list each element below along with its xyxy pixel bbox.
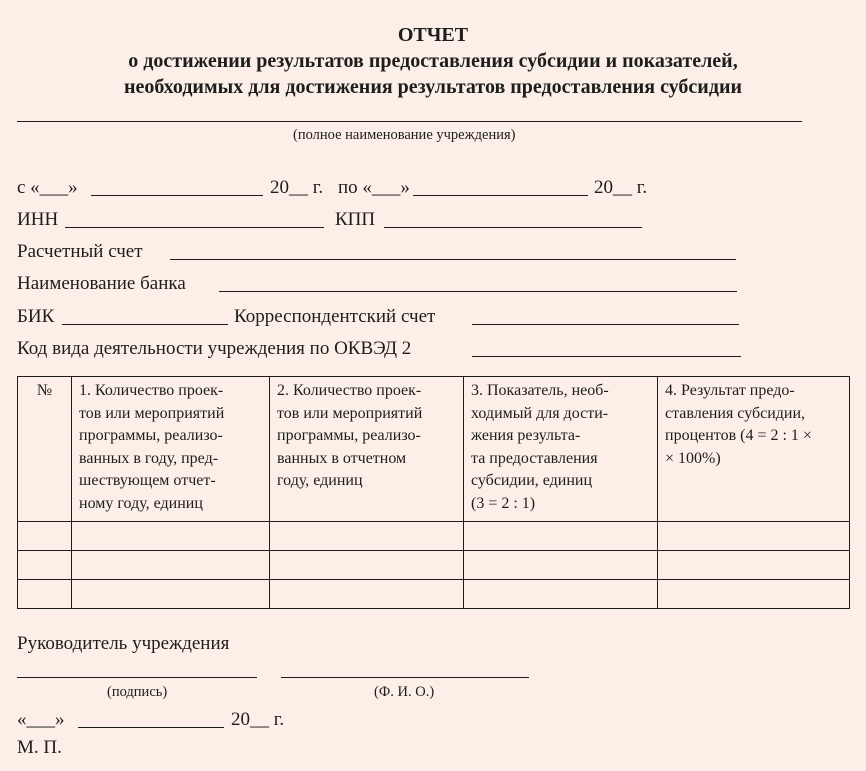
table-cell[interactable] [18, 580, 72, 609]
period-to-month-line[interactable] [413, 195, 588, 196]
period-to-prefix: по «___» [338, 177, 410, 198]
results-table [17, 376, 850, 609]
period-from-prefix: с «___» [17, 177, 78, 198]
table-row [18, 522, 850, 551]
corr-account-line[interactable] [472, 324, 739, 325]
table-cell[interactable] [658, 522, 850, 551]
sign-date-month-line[interactable] [78, 727, 224, 728]
table-cell[interactable] [464, 580, 658, 609]
period-from-month-line[interactable] [91, 195, 263, 196]
table-cell[interactable] [18, 551, 72, 580]
bank-name-line[interactable] [219, 291, 737, 292]
table-cell[interactable] [270, 551, 464, 580]
table-cell[interactable] [464, 522, 658, 551]
column-header-result-percent: 4. Результат предо- ставления субсидии, процентов (4 = 2 : 1 × × 100%) [658, 377, 850, 522]
inn-label: ИНН [17, 209, 59, 230]
head-of-institution-label: Руководитель учреждения [17, 633, 230, 654]
table-row [18, 580, 850, 609]
table-cell[interactable] [464, 551, 658, 580]
kpp-label: КПП [335, 209, 376, 230]
report-title: ОТЧЕТ [397, 24, 469, 46]
signature-line[interactable] [17, 677, 257, 678]
institution-name-caption: (полное наименование учреждения) [293, 127, 516, 143]
report-subtitle-line2: необходимых для достижения результатов предоставления субсидии [124, 76, 742, 98]
bik-line[interactable] [62, 324, 228, 325]
okved-line[interactable] [472, 356, 741, 357]
sign-date-year: 20__ г. [231, 709, 285, 730]
table-row [18, 551, 850, 580]
bank-name-label: Наименование банка [17, 273, 186, 294]
column-header-indicator: 3. Показатель, необ- ходимый для дости- жения результа- та предоставления субсидии, единиц (3 = 2 : 1) [464, 377, 658, 522]
institution-name-line[interactable] [17, 121, 802, 122]
inn-line[interactable] [65, 227, 324, 228]
signature-caption: (подпись) [107, 684, 168, 700]
table-cell[interactable] [18, 522, 72, 551]
period-to-year: 20__ г. [594, 177, 648, 198]
period-from-year: 20__ г. [270, 177, 324, 198]
bik-label: БИК [17, 306, 55, 327]
full-name-line[interactable] [281, 677, 529, 678]
account-line[interactable] [170, 259, 736, 260]
table-cell[interactable] [72, 580, 270, 609]
sign-date-prefix: «___» [17, 709, 65, 730]
column-header-number: № [18, 377, 72, 522]
table-cell[interactable] [658, 580, 850, 609]
column-header-prev-year-count: 1. Количество проек- тов или мероприятий программы, реализо- ванных в году, пред- шествующем отчет- ному году, единиц [72, 377, 270, 522]
okved-label: Код вида деятельности учреждения по ОКВЭД 2 [17, 338, 412, 359]
table-cell[interactable] [270, 522, 464, 551]
table-cell[interactable] [72, 522, 270, 551]
corr-account-label: Корреспондентский счет [234, 306, 436, 327]
kpp-line[interactable] [384, 227, 642, 228]
table-header-row [18, 377, 850, 522]
table-cell[interactable] [658, 551, 850, 580]
table-cell[interactable] [72, 551, 270, 580]
stamp-place-label: М. П. [17, 737, 62, 758]
column-header-report-year-count: 2. Количество проек- тов или мероприятий программы, реализо- ванных в отчетном году, единиц [270, 377, 464, 522]
table-cell[interactable] [270, 580, 464, 609]
full-name-caption: (Ф. И. О.) [374, 684, 435, 700]
account-label: Расчетный счет [17, 241, 143, 262]
report-subtitle-line1: о достижении результатов предоставления субсидии и показателей, [128, 50, 738, 72]
